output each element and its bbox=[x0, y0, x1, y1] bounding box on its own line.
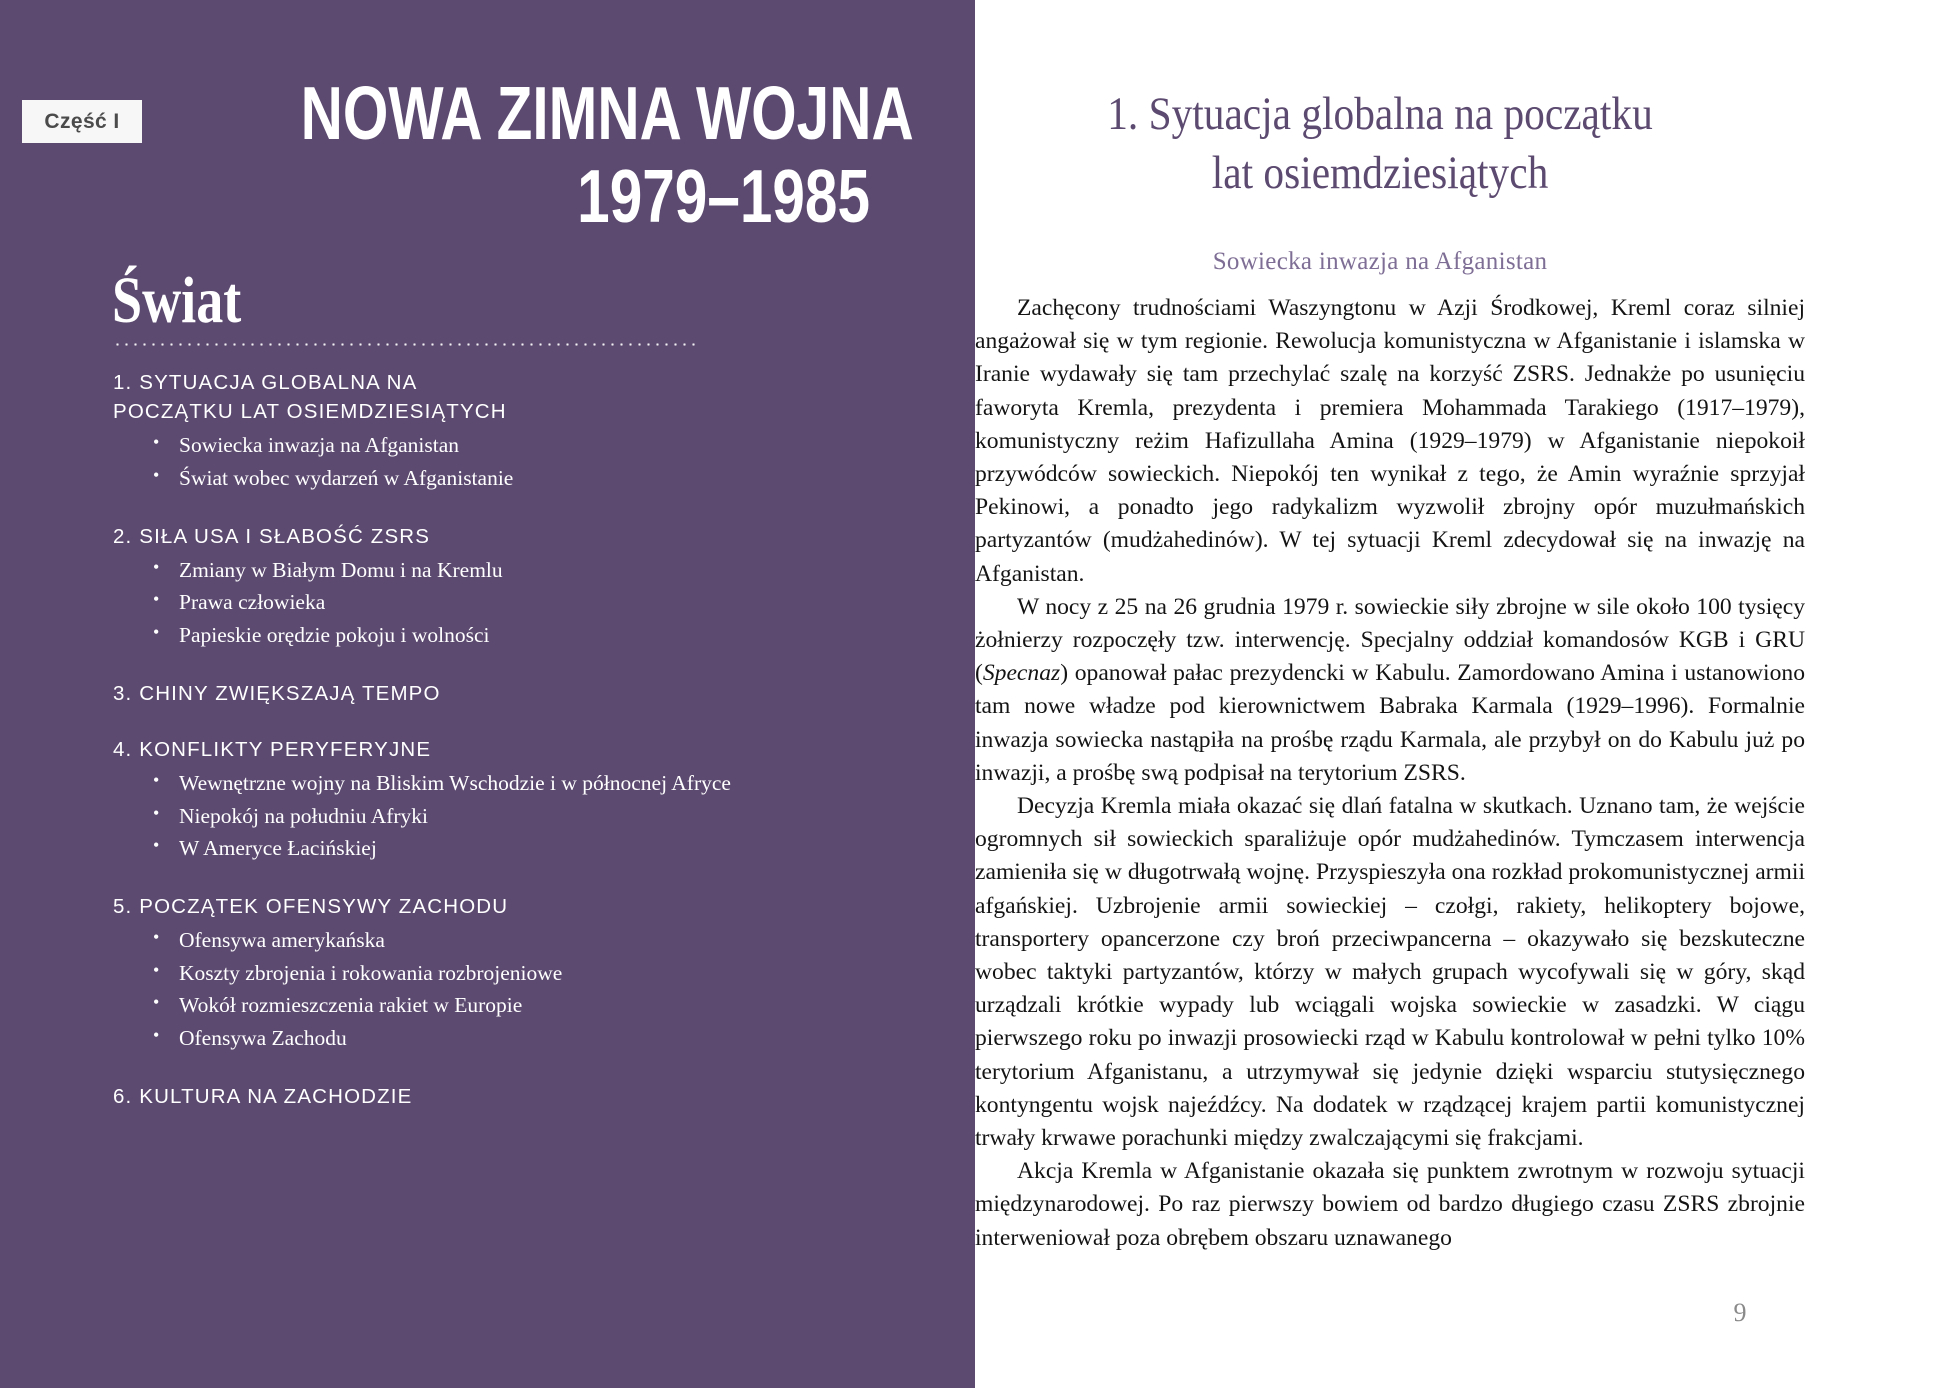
bullet-icon: • bbox=[153, 992, 160, 1013]
toc-heading[interactable] bbox=[113, 368, 543, 426]
toc-section bbox=[113, 522, 813, 652]
list-item[interactable] bbox=[151, 586, 813, 619]
toc-bullet-label: Świat wobec wydarzeń w Afganistanie bbox=[179, 465, 514, 490]
toc-section bbox=[113, 679, 813, 708]
page-title-line2: lat osiemdziesiątych bbox=[1211, 147, 1549, 200]
page-title-line1: 1. Sytuacja globalna na początku bbox=[1107, 88, 1653, 140]
toc-number: 6. bbox=[113, 1084, 133, 1108]
list-item[interactable] bbox=[151, 619, 813, 652]
toc-bullet-label: Wokół rozmieszczenia rakiet w Europie bbox=[179, 993, 523, 1018]
subsection-heading: Sowiecka inwazja na Afganistan bbox=[1212, 248, 1548, 275]
bullet-icon: • bbox=[153, 1025, 160, 1046]
toc-heading-text: POCZĄTEK OFENSYWY ZACHODU bbox=[139, 894, 509, 918]
list-item[interactable] bbox=[151, 462, 813, 495]
toc-bullet-label: Wewnętrzne wojny na Bliskim Wschodzie i w północnej Afryce bbox=[179, 770, 731, 795]
toc-bullet-label: Zmiany w Białym Domu i na Kremlu bbox=[179, 557, 503, 582]
list-item[interactable] bbox=[151, 767, 813, 800]
toc-section bbox=[113, 735, 813, 865]
toc-bullet-label: Ofensywa amerykańska bbox=[179, 928, 385, 953]
table-of-contents bbox=[113, 368, 813, 1111]
page-number: 9 bbox=[1733, 1298, 1747, 1327]
list-item[interactable] bbox=[151, 429, 813, 462]
bullet-icon: • bbox=[153, 959, 160, 980]
toc-heading[interactable] bbox=[113, 892, 813, 921]
toc-section bbox=[113, 368, 813, 495]
toc-bullet-list bbox=[113, 924, 813, 1055]
list-item[interactable] bbox=[151, 1022, 813, 1055]
bullet-icon: • bbox=[153, 622, 160, 643]
list-item[interactable] bbox=[151, 800, 813, 833]
toc-number: 3. bbox=[113, 681, 133, 705]
toc-heading[interactable] bbox=[113, 735, 813, 764]
toc-bullet-label: Sowiecka inwazja na Afganistan bbox=[179, 433, 460, 458]
part-badge-label: Część I bbox=[44, 109, 120, 133]
chapter-title-line1: NOWA ZIMNA WOJNA bbox=[300, 71, 914, 155]
list-item[interactable] bbox=[151, 832, 813, 865]
paragraph: Decyzja Kremla miała okazać się dlań fatalna w skutkach. Uznano tam, że wejście ogromnych sił sowieckich sparaliżuje opór mudżahedinów. Tymczasem interwencja zamieniła się w długotrwałą wojnę. Przyspieszyła ona rozkład prokomunistycznej armii afgańskiej. Uzbrojenie armii sowieckiej – czołgi, rakiety, helikoptery bojowe, transportery opancerzone czy broń przeciwpancerna – okazywało się bezskuteczne wobec taktyki partyzantów, którzy w małych grupach wycofywali się w góry, skąd urządzali krótkie wypady lub wciągali wojska sowieckie w zasadzki. W ciągu pierwszego roku po inwazji prosowiecki rząd w Kabulu kontrolował w pełni tylko 10% terytorium Afganistanu, a utrzymywał się jedynie dzięki wsparciu stutysięcznego kontyngentu wojsk najeźdźcy. Na dodatek w rządzącej krajem partii komunistycznej trwały krwawe porachunki między zwalczającymi się frakcjami. bbox=[975, 793, 1805, 1152]
dotted-divider bbox=[113, 343, 698, 346]
toc-bullet-label: Ofensywa Zachodu bbox=[179, 1026, 347, 1051]
toc-bullet-label: Koszty zbrojenia i rokowania rozbrojeniowe bbox=[179, 960, 563, 985]
list-item[interactable] bbox=[151, 989, 813, 1022]
toc-bullet-label: Papieskie orędzie pokoju i wolności bbox=[179, 623, 490, 648]
bullet-icon: • bbox=[153, 927, 160, 948]
bullet-icon: • bbox=[153, 835, 160, 856]
toc-section bbox=[113, 892, 813, 1055]
bullet-icon: • bbox=[153, 464, 160, 485]
bullet-icon: • bbox=[153, 802, 160, 823]
bullet-icon: • bbox=[153, 769, 160, 790]
chapter-title-line2: 1979–1985 bbox=[577, 153, 870, 238]
list-item[interactable] bbox=[151, 554, 813, 587]
paragraph: W nocy z 25 na 26 grudnia 1979 r. sowieckie siły zbrojne w sile około 100 tysięcy żołnierzy rozpoczęły tzw. interwencję. Specjalny oddział komandosów KGB i GRU (Specnaz) opanował pałac prezydencki w Kabulu. Zamordowano Amina i ustanowiono tam nowe władze pod kierownictwem Babraka Karmala (1929–1996). Formalnie inwazja sowiecka nastąpiła na prośbę rządu Karmala, ale przybył on do Kabulu już po inwazji, a prośbę swą podpisał na terytorium ZSRS. bbox=[975, 593, 1805, 786]
toc-bullet-list bbox=[113, 767, 813, 865]
toc-bullet-list bbox=[113, 429, 813, 494]
section-word-heading: Świat bbox=[112, 264, 242, 337]
toc-bullet-label: Prawa człowieka bbox=[179, 590, 326, 615]
page-title bbox=[1024, 85, 1737, 203]
bullet-icon: • bbox=[153, 556, 160, 577]
toc-heading-text: SIŁA USA I SŁABOŚĆ ZSRS bbox=[139, 524, 431, 548]
toc-bullet-label: Niepokój na południu Afryki bbox=[179, 803, 429, 828]
toc-section bbox=[113, 1082, 813, 1111]
toc-bullet-list bbox=[113, 554, 813, 652]
toc-heading[interactable] bbox=[113, 522, 813, 551]
toc-heading-text: SYTUACJA GLOBALNA NA POCZĄTKU LAT OSIEMDZIESIĄTYCH bbox=[113, 371, 507, 424]
toc-heading-text: CHINY ZWIĘKSZAJĄ TEMPO bbox=[139, 681, 441, 705]
part-badge bbox=[22, 100, 142, 143]
list-item[interactable] bbox=[151, 924, 813, 957]
toc-heading-text: KONFLIKTY PERYFERYJNE bbox=[139, 737, 432, 761]
toc-number: 1. bbox=[113, 371, 133, 394]
paragraph: Zachęcony trudnościami Waszyngtonu w Azji Środkowej, Kreml coraz silniej angażował się w tym regionie. Rewolucja komunistyczna w Afganistanie i islamska w Iranie wydawały się tam przechylać szalę na korzyść ZSRS. Jednakże po usunięciu faworyta Kremla, prezydenta i premiera Mohammada Tarakiego (1917–1979), komunistyczny reżim Hafizullaha Amina (1929–1979) w Afganistanie niepokoił przywódców sowieckich. Niepokój ten wynikał z tego, że Amin wyraźnie sprzyjał Pekinowi, a ponadto jego radykalizm wyzwolił zbrojny opór muzułmańskich partyzantów (mudżahedinów). W tej sytuacji Kreml zdecydował się na inwazję na Afganistan. bbox=[975, 295, 1805, 587]
content-page bbox=[975, 0, 1949, 1388]
toc-number: 2. bbox=[113, 524, 133, 548]
toc-number: 4. bbox=[113, 737, 133, 761]
toc-number: 5. bbox=[113, 894, 133, 918]
toc-heading-text: KULTURA NA ZACHODZIE bbox=[139, 1084, 413, 1108]
list-item[interactable] bbox=[151, 957, 813, 990]
toc-heading[interactable] bbox=[113, 1082, 813, 1111]
body-text bbox=[975, 292, 1805, 1255]
paragraph: Akcja Kremla w Afganistanie okazała się punktem zwrotnym w rozwoju sytuacji międzynarodowej. Po raz pierwszy bowiem od bardzo długiego czasu ZSRS zbrojnie interweniował poza obrębem obszaru uznawanego bbox=[975, 1158, 1805, 1251]
bullet-icon: • bbox=[153, 432, 160, 453]
chapter-title bbox=[300, 71, 914, 238]
toc-heading[interactable] bbox=[113, 679, 813, 708]
bullet-icon: • bbox=[153, 589, 160, 610]
toc-bullet-label: W Ameryce Łacińskiej bbox=[179, 836, 377, 861]
